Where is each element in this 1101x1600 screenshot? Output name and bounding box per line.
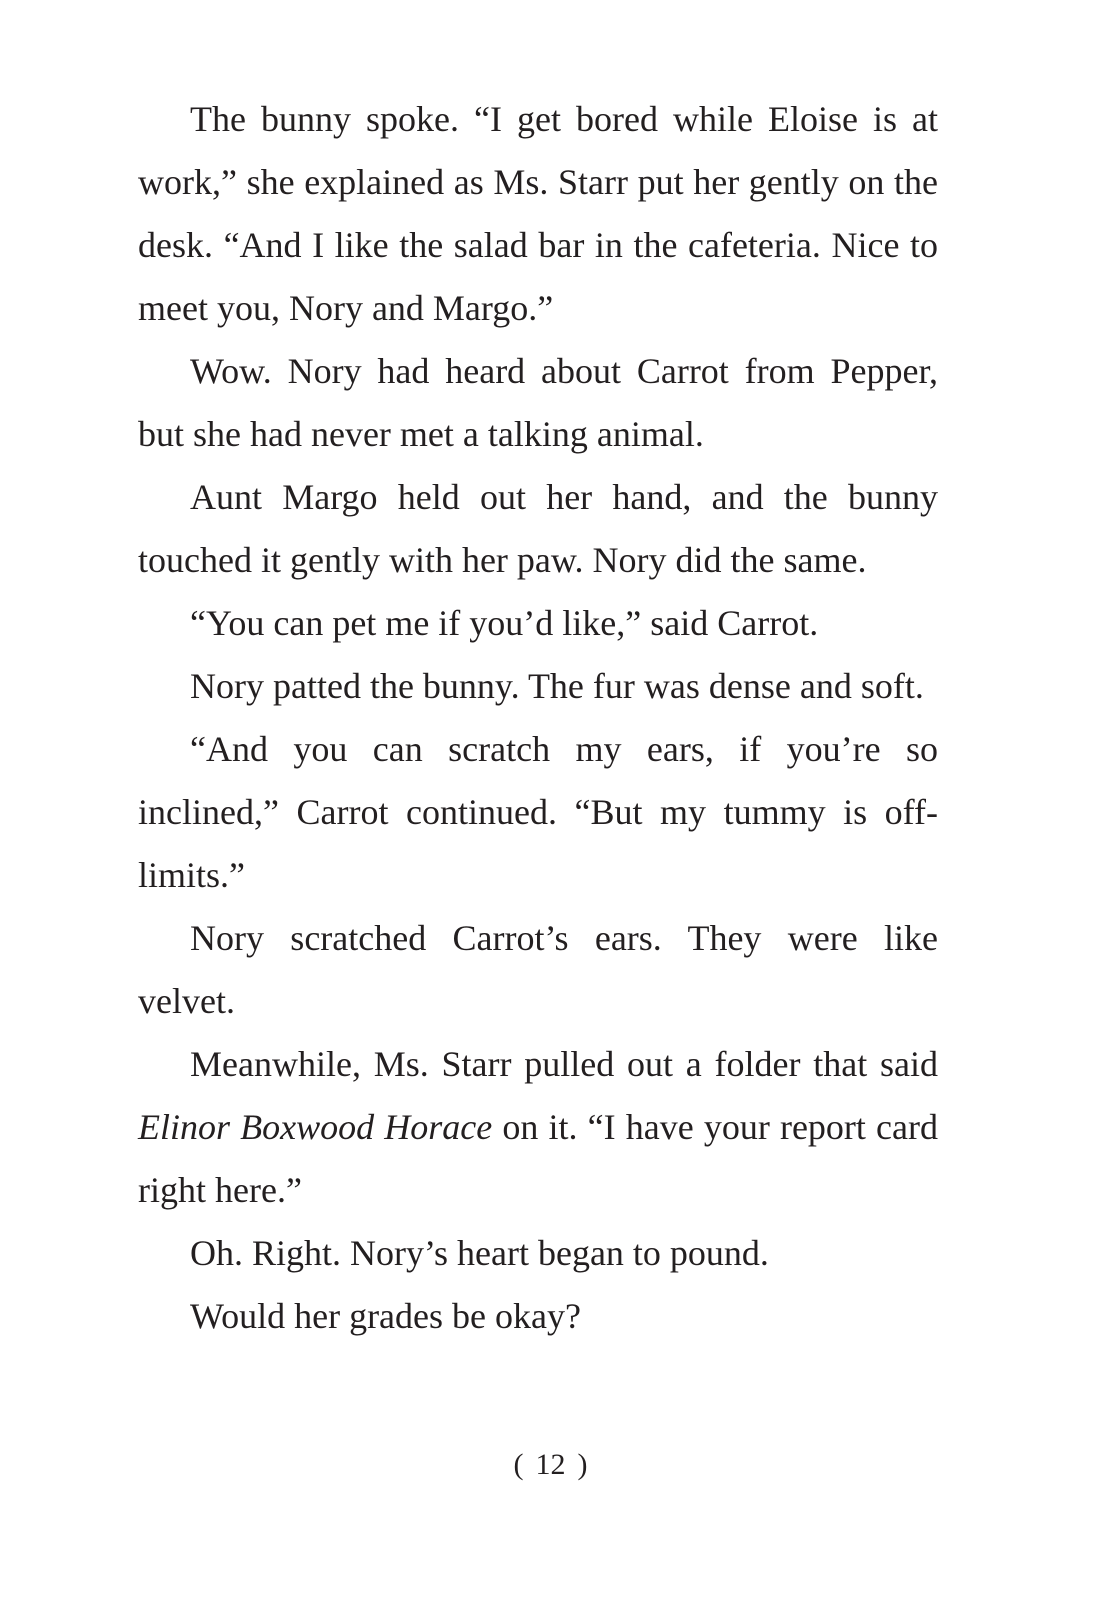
paragraph: Nory patted the bunny. The fur was dense and soft. <box>190 666 924 706</box>
paragraph-text-after: on it. “I have your report card right here.” <box>138 1107 939 1210</box>
page-number-close-paren: ) <box>577 1448 588 1481</box>
paragraph: Aunt Margo held out her hand, and the bunny touched it gently with her paw. Nory did the same. <box>138 477 938 580</box>
paragraph-text-before: Meanwhile, Ms. Starr pulled out a folder that said <box>190 1044 938 1084</box>
page-number-open-paren: ( <box>513 1448 524 1481</box>
paragraph: Would her grades be okay? <box>190 1296 581 1336</box>
paragraph: Oh. Right. Nory’s heart began to pound. <box>190 1233 769 1273</box>
paragraph: “And you can scratch my ears, if you’re so inclined,” Carrot continued. “But my tummy is off-limits.” <box>138 729 938 895</box>
paragraph-folder <box>138 1033 938 1222</box>
paragraph: “You can pet me if you’d like,” said Carrot. <box>190 603 819 643</box>
page-number <box>0 1448 1101 1482</box>
page-number-value: 12 <box>535 1448 566 1481</box>
paragraph: The bunny spoke. “I get bored while Eloise is at work,” she explained as Ms. Starr put her gently on the desk. “And I like the salad bar in the cafeteria. Nice to meet you, Nory and Margo.” <box>138 99 938 328</box>
page-body <box>138 88 938 1348</box>
paragraph: Wow. Nory had heard about Carrot from Pepper, but she had never met a talking animal. <box>138 351 938 454</box>
paragraph: Nory scratched Carrot’s ears. They were like velvet. <box>138 918 938 1021</box>
folder-name-italic: Elinor Boxwood Horace <box>138 1107 493 1147</box>
